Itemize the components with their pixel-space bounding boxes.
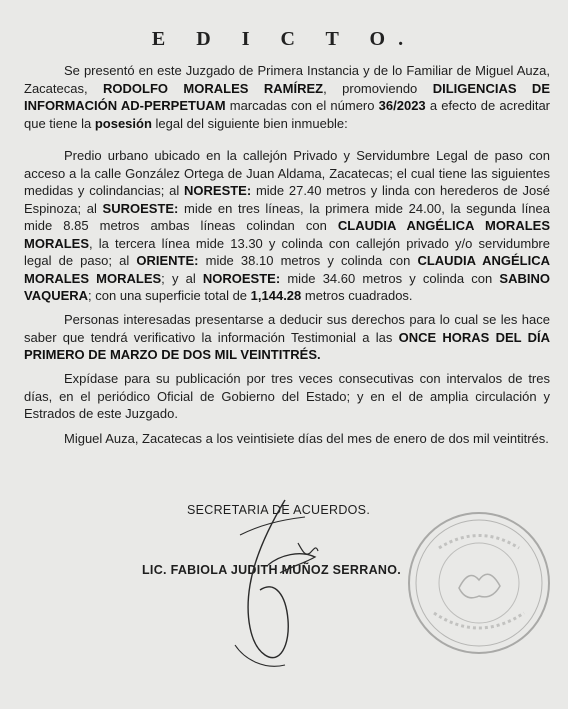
total-area: 1,144.28 — [250, 288, 302, 303]
paragraph-property — [24, 147, 550, 305]
neighbor-name: SABINO VAQUERA — [24, 270, 550, 303]
promovente-name: RODOLFO MORALES RAMÍREZ — [103, 80, 324, 96]
text: legal del siguiente bien inmueble: — [151, 115, 348, 131]
signature-role: SECRETARIA DE ACUERDOS. — [187, 503, 371, 517]
procedure-name: DILIGENCIAS DE INFORMACIÓN AD-PERPETUAM — [24, 80, 550, 113]
text: ; con una superficie total de — [88, 288, 251, 303]
neighbor-name: CLAUDIA ANGÉLICA MORALES MORALES — [24, 218, 550, 251]
document-title: E D I C T O. — [151, 28, 417, 50]
paragraph-date-place: Miguel Auza, Zacatecas a los veintisiete días del mes de enero de dos mil veintitrés. — [64, 431, 549, 446]
text: metros cuadrados. — [301, 288, 413, 303]
text: mide 38.10 metros y colinda con — [198, 253, 418, 268]
text: Predio urbano ubicado en la callejón Privado y Servidumbre Legal de paso con acceso a la calle González Ortega de Juan Aldama, Zacatecas; el cual tiene las siguientes medidas y colindancias; al — [24, 148, 550, 198]
text: , la tercera línea mide 13.30 y colinda con callejón privado y/o servidumbre legal de paso; al — [24, 235, 550, 268]
text: mide 34.60 metros y colinda con — [280, 270, 500, 286]
text: Personas interesadas presentarse a deducir sus derechos para lo cual se les hace saber que tendrá verificativo la información Testimonial a las — [24, 312, 550, 345]
direction-suroeste: SUROESTE: — [102, 200, 179, 216]
handwritten-signature — [210, 495, 350, 675]
paragraph-publication: Expídase para su publicación por tres veces consecutivas con intervalos de tres días, en el periódico Oficial de Gobierno del Estado; y en el de amplia circulación y Estrados de este Juzgado. — [24, 371, 550, 421]
neighbor-name: CLAUDIA ANGÉLICA MORALES MORALES — [24, 253, 551, 286]
paragraph-presentation — [24, 62, 550, 132]
text: mide en tres líneas, la primera mide 24.00, la segunda línea mide 8.85 metros ambas líneas colindan con — [24, 200, 550, 233]
paragraph-hearing — [24, 311, 550, 364]
text: , promoviendo — [323, 80, 433, 96]
text: marcadas con el número — [225, 98, 379, 113]
direction-oriente: ORIENTE: — [136, 253, 199, 268]
text: ; y al — [161, 270, 203, 286]
case-number: 36/2023 — [378, 98, 426, 113]
text: Se presentó en este Juzgado de Primera Instancia y de lo Familiar de Miguel Auza, Zacatecas, — [24, 63, 550, 96]
direction-noreste: NORESTE: — [184, 183, 252, 198]
text: a efecto de acreditar que tiene la — [24, 98, 551, 131]
text: mide 27.40 metros y linda con herederos de José Espinoza; al — [24, 183, 550, 216]
hearing-date: ONCE HORAS DEL DÍA PRIMERO DE MARZO DE DOS MIL VEINTITRÉS. — [24, 329, 550, 362]
official-seal-stamp — [404, 508, 554, 658]
direction-noroeste: NOROESTE: — [202, 270, 281, 286]
signatory-name: LIC. FABIOLA JUDITH MUÑOZ SERRANO. — [142, 563, 402, 577]
possession-word: posesión — [94, 115, 152, 131]
